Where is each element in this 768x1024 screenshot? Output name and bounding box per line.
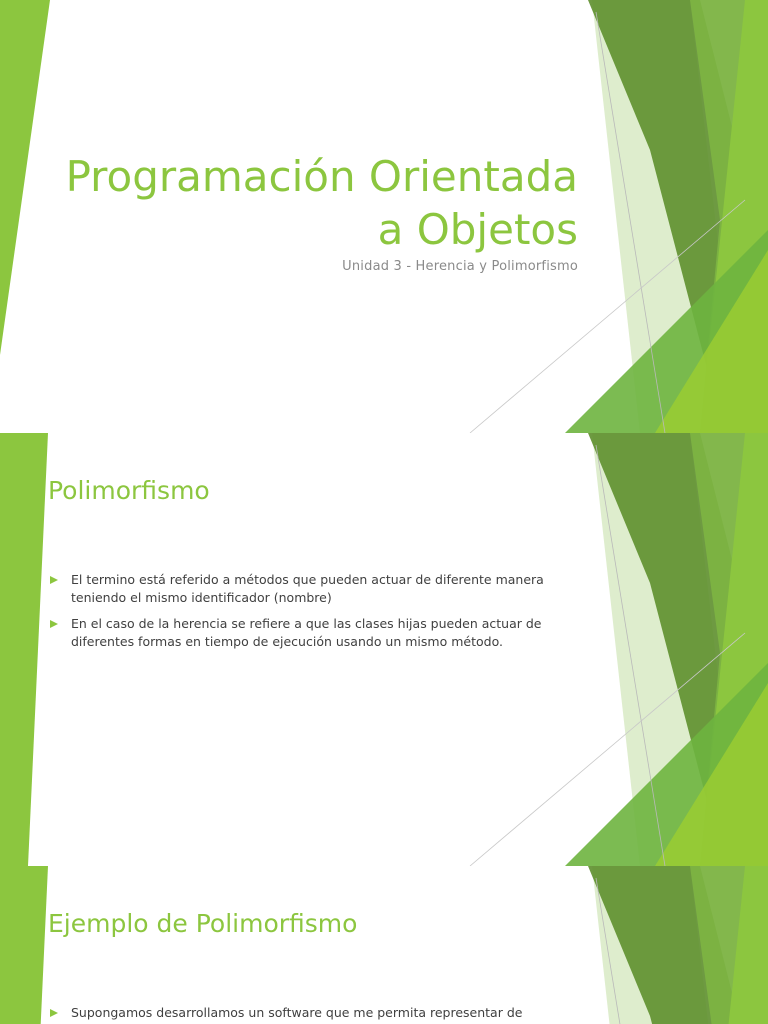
bullet-text-line: teniendo el mismo identificador (nombre) (71, 590, 332, 605)
bullet-list (48, 1004, 548, 1024)
triangle-bullet-icon (50, 1009, 58, 1017)
slide-subtitle: Unidad 3 - Herencia y Polimorfismo (342, 259, 578, 274)
bullet-text-line: Supongamos desarrollamos un software que me permita representar de (71, 1005, 523, 1020)
slide-ejemplo (0, 866, 768, 1024)
title-line-1: Programación Orientada (65, 152, 578, 201)
left-accent-shape (0, 0, 50, 355)
bullet-text-line: El termino está referido a métodos que pueden actuar de diferente manera (71, 572, 544, 587)
slide-heading: Ejemplo de Polimorfismo (48, 909, 358, 938)
list-item (48, 1004, 548, 1022)
slide-heading: Polimorfismo (48, 476, 210, 505)
list-item (48, 571, 548, 607)
title-line-2: a Objetos (377, 205, 578, 254)
bullet-text-line: En el caso de la herencia se refiere a que las clases hijas pueden actuar de (71, 616, 542, 631)
left-accent-shape (0, 433, 48, 866)
triangle-bullet-icon (50, 620, 58, 628)
triangle-bullet-icon (50, 576, 58, 584)
slide-polimorfismo (0, 433, 768, 866)
list-item (48, 615, 548, 651)
bullet-text-line: diferentes formas en tiempo de ejecución usando un mismo método. (71, 634, 503, 649)
left-accent-shape (0, 866, 48, 1024)
slide-title (0, 0, 768, 433)
slide-decoration (0, 866, 768, 1024)
bullet-list (48, 571, 548, 659)
slide-title-heading (66, 150, 578, 256)
